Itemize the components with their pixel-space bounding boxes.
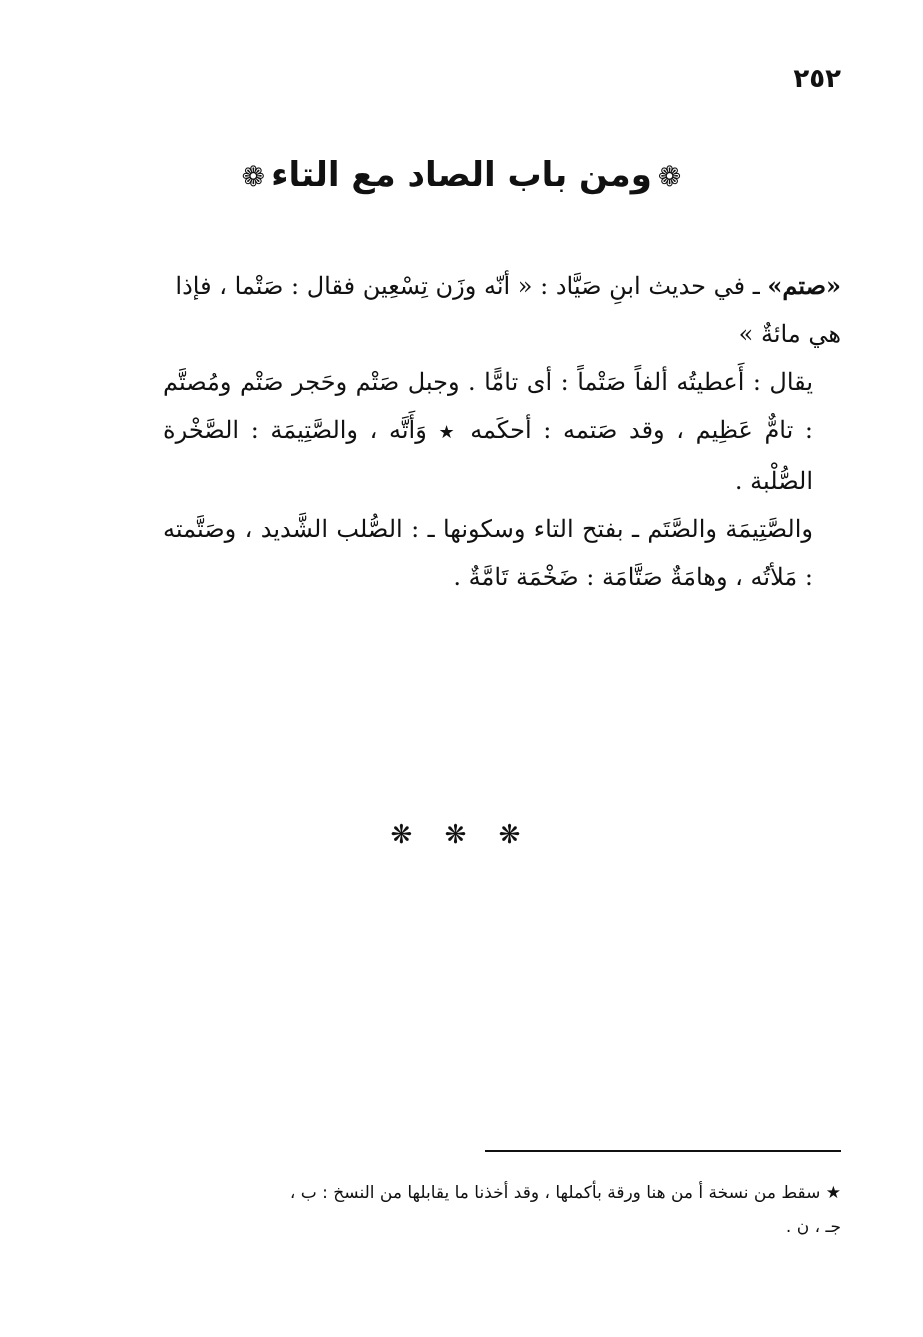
entry-headword: «صتم» [767, 271, 841, 300]
entry-paragraph-3-text: والصَّتِيمَة والصَّتَم ـ بفتح التاء وسكونها ـ : الصُّلب الشَّديد ، وصَتَّمته : مَلأتُه ، وهامَةٌ صَتَّامَة : ضَخْمَة تَامَّةٌ . [163, 515, 813, 591]
entry-line-2: هي مائةٌ » [738, 320, 841, 348]
footnote-line-2: جـ ، ن . [785, 1217, 841, 1237]
entry-paragraph-1 [81, 262, 841, 358]
entry-paragraph-2 [163, 358, 841, 505]
footnote-line-1: ★ سقط من نسخة أ من هنا ورقة بأكملها ، وقد أخذنا ما يقابلها من النسخ : ب ، [289, 1183, 841, 1203]
entry-paragraph-3 [163, 505, 841, 601]
title-ornament-left-icon: ❁ [241, 160, 266, 193]
chapter-title-text: ومن باب الصاد مع التاء [271, 155, 652, 195]
section-separator: ❋ ❋ ❋ [390, 820, 533, 850]
entry-paragraph-2-text: يقال : أَعطيتُه ألفاً صَتْماً : أى تامًّا . وجبل صَتْم وحَجر صَتْم ومُصتَّم : تامٌّ عَظِيم ، وقد صَتمه : أحكَمه [163, 368, 813, 444]
chapter-title [0, 155, 923, 195]
title-ornament-right-icon: ❁ [657, 160, 682, 193]
footnote-divider [485, 1150, 841, 1152]
footnote [81, 1176, 841, 1244]
entry-paragraph-2-cont: وَأَتَّه ، والصَّتِيمَة : الصَّخْرة الصُّلْبة . [163, 416, 813, 495]
footnote-mark-icon: ★ [438, 422, 459, 443]
entry-line-1: ـ في حديث ابنِ صَيَّاد : « أنّه وزَن تِسْعِين فقال : صَتْما ، فإذا [175, 272, 760, 300]
page-number: ٢٥٢ [793, 64, 841, 94]
entry-body [81, 262, 841, 601]
